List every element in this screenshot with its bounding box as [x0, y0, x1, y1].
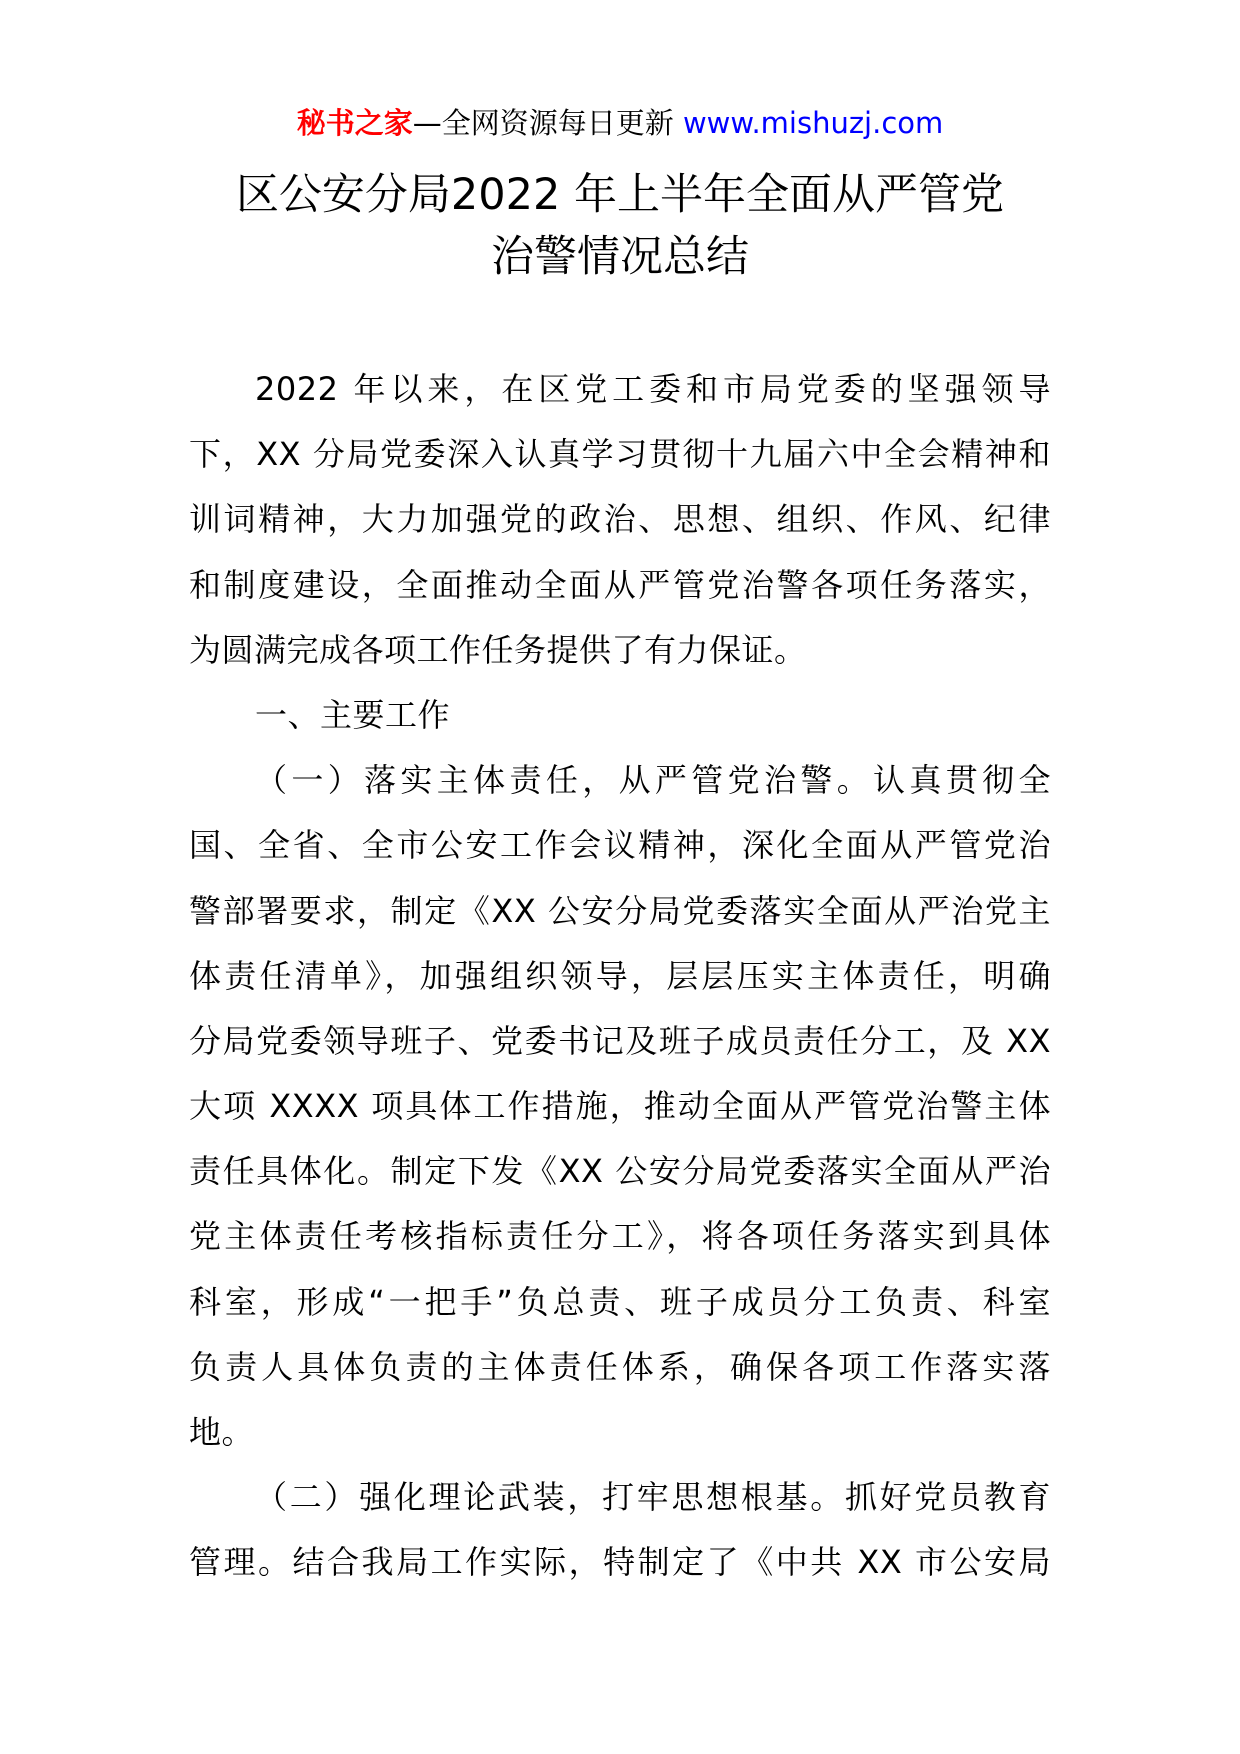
body-line: 训词精神，大力加强党的政治、思想、组织、作风、纪律 — [189, 500, 1051, 539]
site-header — [0, 103, 1240, 143]
body-line: 体责任清单》，加强组织领导，层层压实主体责任，明确 — [189, 956, 1051, 995]
brand-name: 秘书之家 — [296, 106, 413, 140]
body-line: 管理。结合我局工作实际，特制定了《中共 XX 市公安局 — [189, 1543, 1051, 1582]
body-line: 为圆满完成各项工作任务提供了有力保证。 — [189, 630, 807, 669]
body-line: （二）强化理论武装，打牢思想根基。抓好党员教育 — [255, 1478, 1051, 1517]
body-line: （一）落实主体责任，从严管党治警。认真贯彻全 — [255, 761, 1051, 800]
body-line: 科室，形成“一把手”负总责、班子成员分工负责、科室 — [189, 1282, 1051, 1321]
site-url-link[interactable]: www.mishuzj.com — [682, 106, 944, 140]
section-heading: 一、主要工作 — [255, 695, 451, 734]
body-line: 负责人具体负责的主体责任体系，确保各项工作落实落 — [189, 1347, 1051, 1386]
header-tagline: —全网资源每日更新 — [412, 106, 683, 140]
body-line: 地。 — [189, 1413, 255, 1451]
body-line: 下，XX 分局党委深入认真学习贯彻十九届六中全会精神和 — [189, 435, 1051, 474]
body-line: 责任具体化。制定下发《XX 公安分局党委落实全面从严治 — [189, 1152, 1051, 1191]
title-line-2: 治警情况总结 — [491, 232, 749, 282]
body-line: 2022 年以来，在区党工委和市局党委的坚强领导 — [255, 370, 1051, 408]
body-line: 国、全省、全市公安工作会议精神，深化全面从严管党治 — [189, 826, 1051, 865]
body-line: 警部署要求，制定《XX 公安分局党委落实全面从严治党主 — [189, 891, 1051, 930]
body-line: 和制度建设，全面推动全面从严管党治警各项任务落实， — [189, 565, 1051, 604]
document-body — [189, 357, 1051, 1596]
body-line: 党主体责任考核指标责任分工》，将各项任务落实到具体 — [189, 1217, 1051, 1256]
document-title — [0, 164, 1240, 288]
body-line: 大项 XXXX 项具体工作措施，推动全面从严管党治警主体 — [189, 1087, 1051, 1126]
title-line-1: 区公安分局2022 年上半年全面从严管党 — [235, 170, 1005, 220]
body-line: 分局党委领导班子、党委书记及班子成员责任分工，及 XX — [189, 1021, 1051, 1060]
